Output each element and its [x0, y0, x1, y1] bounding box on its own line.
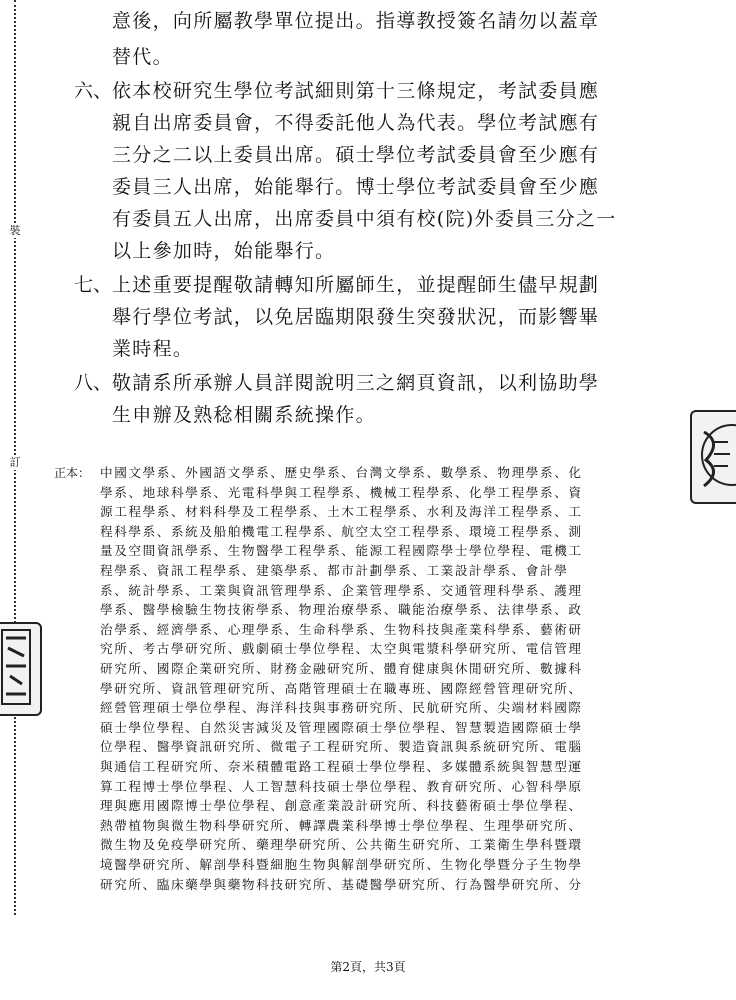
item-line: 三分之二以上委員出席。碩士學位考試委員會至少應有: [112, 144, 600, 166]
cc-line: 系、統計學系、工業與資訊管理學系、企業管理學系、交通管理科學系、護理: [100, 582, 583, 598]
cc-line: 微生物及免疫學研究所、藥理學研究所、公共衛生研究所、工業衛生學科暨環: [100, 837, 583, 853]
page-footer: 第2頁，共3頁: [330, 960, 406, 974]
cc-line: 源工程學系、材料科學及工程學系、土木工程學系、水利及海洋工程學系、工: [100, 504, 583, 520]
chop-stamp: [0, 622, 42, 716]
cc-line: 究所、考古學研究所、戲劇碩士學位學程、太空與電漿科學研究所、電信管理: [100, 641, 583, 657]
seal-graphic-icon: [692, 412, 736, 498]
cc-line: 經營管理碩士學位學程、海洋科技與事務研究所、民航研究所、尖端材料國際: [100, 700, 583, 716]
item-line: 敬請系所承辦人員詳閱說明三之網頁資訊，以利協助學: [112, 372, 600, 394]
item-line: 生申辦及熟稔相關系統操作。: [112, 404, 376, 426]
cc-line: 境醫學研究所、解剖學科暨細胞生物與解剖學研究所、生物化學暨分子生物學: [100, 857, 583, 872]
item-line: 依本校研究生學位考試細則第十三條規定，考試委員應: [112, 80, 600, 102]
cc-label: 正本：: [54, 466, 91, 480]
binding-mark-ding: 訂: [9, 456, 21, 469]
cc-line: 程科學系、系統及船舶機電工程學系、航空太空工程學系、環境工程學系、測: [100, 523, 583, 539]
item-line: 上述重要提醒敬請轉知所屬師生，並提醒師生儘早規劃: [112, 274, 600, 296]
item-line: 意後，向所屬教學單位提出。指導教授簽名請勿以蓋章: [112, 10, 600, 32]
cc-line: 研究所、臨床藥學與藥物科技研究所、基礎醫學研究所、行為醫學研究所、分: [100, 876, 583, 892]
item-line: 以上參加時，始能舉行。: [112, 240, 336, 262]
cc-line: 中國文學系、外國語文學系、歷史學系、台灣文學系、數學系、物理學系、化: [100, 465, 583, 480]
item-line: 業時程。: [112, 338, 194, 360]
official-seal-stamp: [690, 410, 736, 504]
chop-graphic-icon: [0, 624, 36, 710]
cc-line: 治學系、經濟學系、心理學系、生命科學系、生物科技與產業科學系、藝術研: [100, 621, 583, 637]
cc-line: 熱帶植物與微生物科學研究所、轉譯農業科學博士學位學程、生理學研究所、: [100, 817, 583, 833]
item-line: 舉行學位考試，以免居臨期限發生突發狀況，而影響畢: [112, 306, 600, 328]
item-line: 委員三人出席，始能舉行。博士學位考試委員會至少應: [112, 176, 600, 198]
cc-line: 量及空間資訊學系、生物醫學工程學系、能源工程國際學士學位學程、電機工: [100, 543, 583, 559]
binding-mark-zhuang: 裝: [9, 224, 21, 237]
cc-line: 學系、地球科學系、光電科學與工程學系、機械工程學系、化學工程學系、資: [100, 484, 583, 500]
item-number: 八、: [74, 372, 113, 394]
cc-line: 學研究所、資訊管理研究所、高階管理碩士在職專班、國際經營管理研究所、: [100, 680, 583, 696]
item-line: 替代。: [112, 46, 173, 68]
item-number: 七、: [74, 274, 113, 296]
cc-line: 學系、醫學檢驗生物技術學系、物理治療學系、職能治療學系、法律學系、政: [100, 602, 583, 618]
item-number: 六、: [74, 80, 113, 102]
cc-line: 與通信工程研究所、奈米積體電路工程碩士學位學程、多媒體系統與智慧型運: [100, 759, 583, 774]
cc-line: 碩士學位學程、自然災害減災及管理國際碩士學位學程、智慧製造國際碩士學: [100, 719, 583, 735]
cc-line: 算工程博士學位學程、人工智慧科技碩士學位學程、教育研究所、心智科學原: [100, 778, 583, 794]
item-line: 親自出席委員會，不得委託他人為代表。學位考試應有: [112, 112, 600, 134]
cc-line: 程學系、資訊工程學系、建築學系、都市計劃學系、工業設計學系、會計學: [100, 563, 569, 578]
cc-line: 理與應用國際博士學位學程、創意產業設計研究所、科技藝術碩士學位學程、: [100, 798, 583, 814]
cc-line: 研究所、國際企業研究所、財務金融研究所、體育健康與休閒研究所、數據科: [100, 661, 583, 676]
item-line: 有委員五人出席，出席委員中須有校(院)外委員三分之一: [112, 208, 617, 230]
cc-line: 位學程、醫學資訊研究所、微電子工程研究所、製造資訊與系統研究所、電腦: [100, 739, 583, 755]
